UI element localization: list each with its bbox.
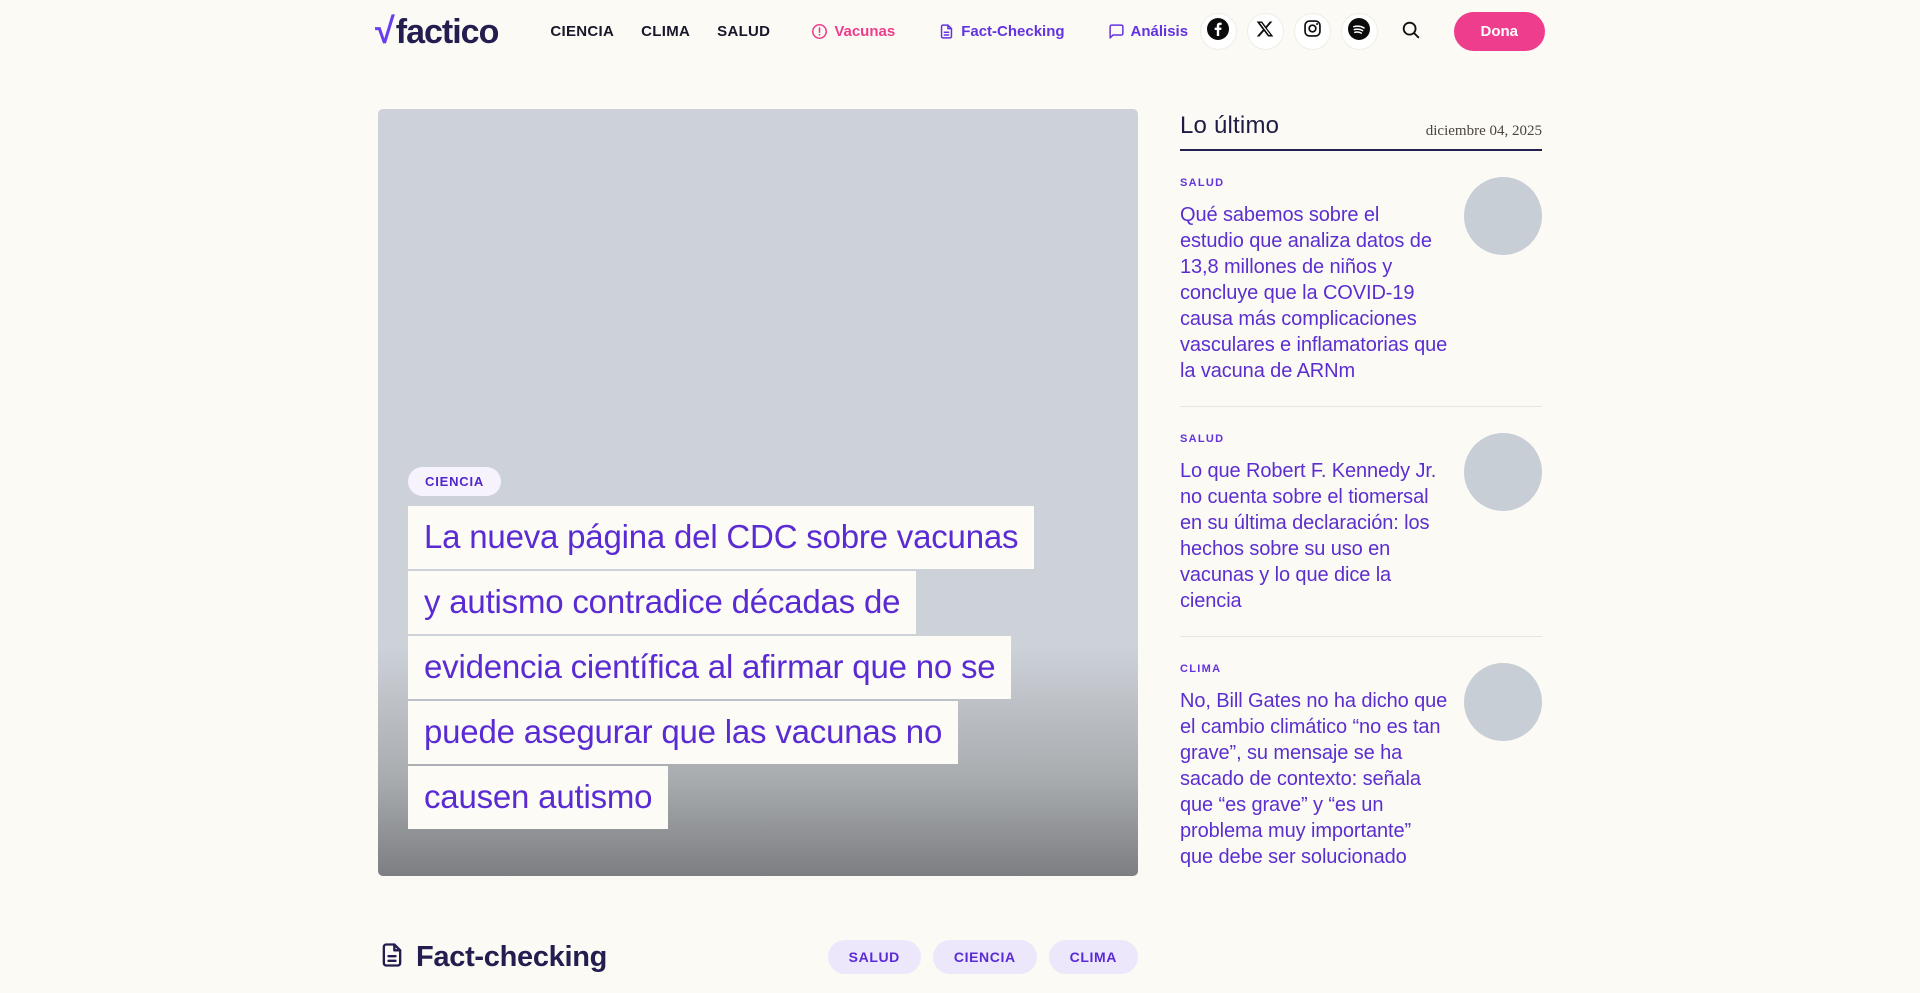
search-button[interactable] — [1394, 14, 1428, 48]
article-title: Lo que Robert F. Kennedy Jr. no cuenta sobre el tiomersal en su última declaración: los hechos sobre su uso en vacunas y lo que dice la ciencia — [1180, 460, 1437, 612]
article-category: SALUD — [1180, 433, 1225, 445]
category-badge[interactable]: CIENCIA — [408, 467, 501, 496]
sidebar-header — [1180, 112, 1542, 151]
facebook-button[interactable] — [1200, 13, 1237, 50]
headline-line: puede asegurar que las vacunas no — [408, 701, 958, 764]
article-thumbnail — [1464, 177, 1542, 255]
document-icon — [938, 23, 955, 40]
logo-text: factico — [395, 13, 499, 51]
x-button[interactable] — [1247, 13, 1284, 50]
nav-item-label: Análisis — [1130, 22, 1189, 40]
tag-ciencia[interactable]: CIENCIA — [933, 940, 1037, 974]
main-nav — [550, 23, 1188, 40]
sidebar-title: Lo último — [1180, 112, 1280, 139]
headline-line: causen autismo — [408, 766, 668, 829]
fact-checking-section-header — [378, 940, 1138, 974]
article-category: CLIMA — [1180, 663, 1222, 675]
nav-item-fact-checking[interactable] — [938, 23, 1064, 40]
instagram-button[interactable] — [1294, 13, 1331, 50]
headline-line: La nueva página del CDC sobre vacunas — [408, 506, 1034, 569]
spotify-icon — [1347, 17, 1371, 46]
sidebar-date: diciembre 04, 2025 — [1425, 123, 1542, 139]
document-icon — [378, 941, 406, 974]
nav-item-ciencia[interactable]: CIENCIA — [550, 22, 615, 40]
sidebar-article[interactable] — [1180, 151, 1542, 407]
featured-article[interactable] — [378, 109, 1138, 876]
article-title: Qué sabemos sobre el estudio que analiza datos de 13,8 millones de niños y concluye que la COVID-19 causa más complicaciones vasculares e inflamatorias que la vacuna de ARNm — [1180, 204, 1448, 382]
chat-bubble-icon — [1108, 23, 1125, 40]
primary-column — [378, 109, 1138, 974]
logo-checkmark-icon: √ — [375, 10, 395, 51]
article-thumbnail — [1464, 663, 1542, 741]
headline-line: evidencia científica al afirmar que no se — [408, 636, 1011, 699]
logo[interactable] — [375, 10, 498, 52]
nav-item-label: Fact-Checking — [961, 22, 1065, 40]
headline-line: y autismo contradice décadas de — [408, 571, 916, 634]
tag-list — [828, 940, 1138, 974]
nav-item-salud[interactable]: SALUD — [717, 22, 771, 40]
latest-sidebar — [1180, 109, 1542, 974]
section-title — [378, 941, 607, 974]
x-icon — [1255, 19, 1275, 44]
nav-item-clima[interactable]: CLIMA — [641, 22, 691, 40]
article-category: SALUD — [1180, 177, 1225, 189]
tag-clima[interactable]: CLIMA — [1049, 940, 1138, 974]
article-text — [1180, 663, 1464, 870]
nav-item-label: Vacunas — [834, 22, 896, 40]
facebook-icon — [1206, 17, 1230, 46]
article-thumbnail — [1464, 433, 1542, 511]
tag-salud[interactable]: SALUD — [828, 940, 921, 974]
site-header — [0, 0, 1920, 62]
article-text — [1180, 433, 1464, 614]
nav-item-analisis[interactable] — [1108, 23, 1189, 40]
nav-item-vacunas[interactable] — [811, 23, 895, 40]
article-text — [1180, 177, 1464, 384]
article-title: No, Bill Gates no ha dicho que el cambio climático “no es tan grave”, su mensaje se ha sacado de contexto: señala que “es grave” y “es un problema muy importante” que debe ser solucionado — [1180, 690, 1448, 868]
header-actions — [1200, 12, 1546, 51]
alert-circle-icon — [811, 23, 828, 40]
instagram-icon — [1302, 18, 1323, 44]
spotify-button[interactable] — [1341, 13, 1378, 50]
featured-headline — [408, 506, 1108, 831]
section-heading: Fact-checking — [416, 940, 608, 973]
sidebar-article[interactable] — [1180, 407, 1542, 637]
main-content — [378, 109, 1542, 974]
sidebar-article[interactable] — [1180, 637, 1542, 892]
donate-button[interactable]: Dona — [1454, 12, 1546, 51]
search-icon — [1400, 19, 1422, 44]
